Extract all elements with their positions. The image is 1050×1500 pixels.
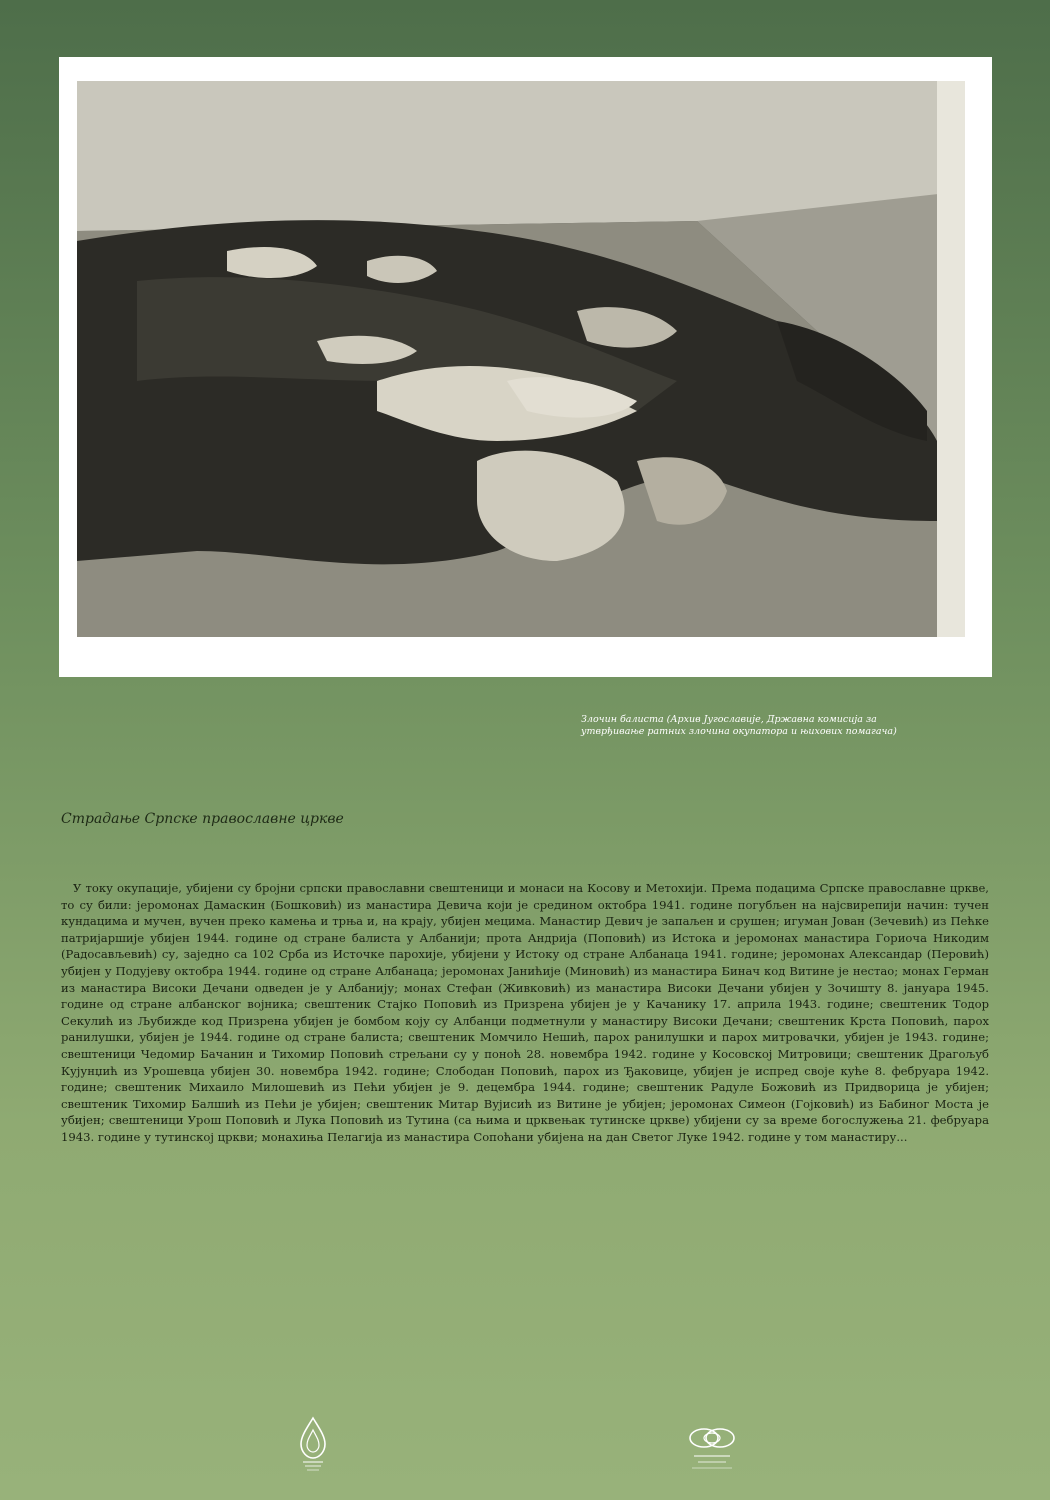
section-title: Страдање Српске православне цркве [61,811,344,827]
photo-frame [59,57,992,677]
photo-scene [77,81,965,637]
drop-logo-icon [295,1414,331,1474]
knot-logo-icon [684,1422,740,1476]
archival-photograph [77,81,965,637]
body-paragraph: У току окупације, убијени су бројни српски православни свештеници и монаси на Косову и Метохији. Према подацима Српске православне цркве, то су били: јеромонах Дамаскин (Бошковић) из манастира Девича који је средином октобра 1941. године погубљен на најсвирепији начин: тучен кундацима и мучен, вучен преко камења и трња и, на крају, убијен мецима. Манастир Девич је запаљен и срушен; игуман Јован (Зечевић) из Пећке патријаршије убијен 1944. године од стране балиста у Албанији; прота Андрија (Поповић) из Истока и јеромонах манастира Гориоча Никодим (Радосављевић) су, заједно са 102 Срба из Источке парохије, убијени у Истоку од стране Албанаца 1941. године; јеромонах Александар (Перовић) убијен у Подујеву октобра 1944. године од стране Албанаца; јеромонах Јанићије (Миновић) из манастира Бинач код Витине је нестао; монах Герман из манастира Високи Дечани одведен је у Албанију; монах Стефан (Живковић) из манастира Високи Дечани убијен у Зочишту 8. јануара 1945. године од стране албанског војника; свештеник Стајко Поповић из Призрена убијен је у Качанику 17. априла 1943. године; свештеник Тодор Секулић из Љубижде код Призрена убијен је бомбом коју су Албанци подметнули у манастиру Високи Дечани; свештеник Крста Поповић, парох ранилушки, убијен је 1944. године од стране балиста; свештеник Момчило Нешић, парох ранилушки и парох митровачки, убијен је 1943. године; свештеници Чедомир Бачанин и Тихомир Поповић стрељани су у поноћ 28. новембра 1942. године у Косовској Митровици; свештеник Драгољуб Кујунџић из Урошевца убијен 30. новембра 1942. године; Слободан Поповић, парох из Ђаковице, убијен је испред своје куће 8. фебруара 1942. године; свештеник Михаило Милошевић из Пећи убијен је 9. децембра 1944. године; свештеник Радуле Божовић из Придворица је убијен; свештеник Тихомир Балшић из Пећи је убијен; свештеник Митар Вујисић из Витине је убијен; јеромонах Симеон (Гојковић) из Бабиног Моста је убијен; свештеници Урош Поповић и Лука Поповић из Тутина (са њима и црквењак тутинске цркве) убијени су за време богослужења 21. фебруара 1943. године у тутинској цркви; монахиња Пелагија из манастира Сопоћани убијена на дан Светог Луке 1942. године у том манастиру... [61,881,989,1144]
photo-caption: Злочин балиста (Архив Југославије, Државна комисија за утврђивање ратних злочина окупатора и њихових помагача) [581,714,897,737]
